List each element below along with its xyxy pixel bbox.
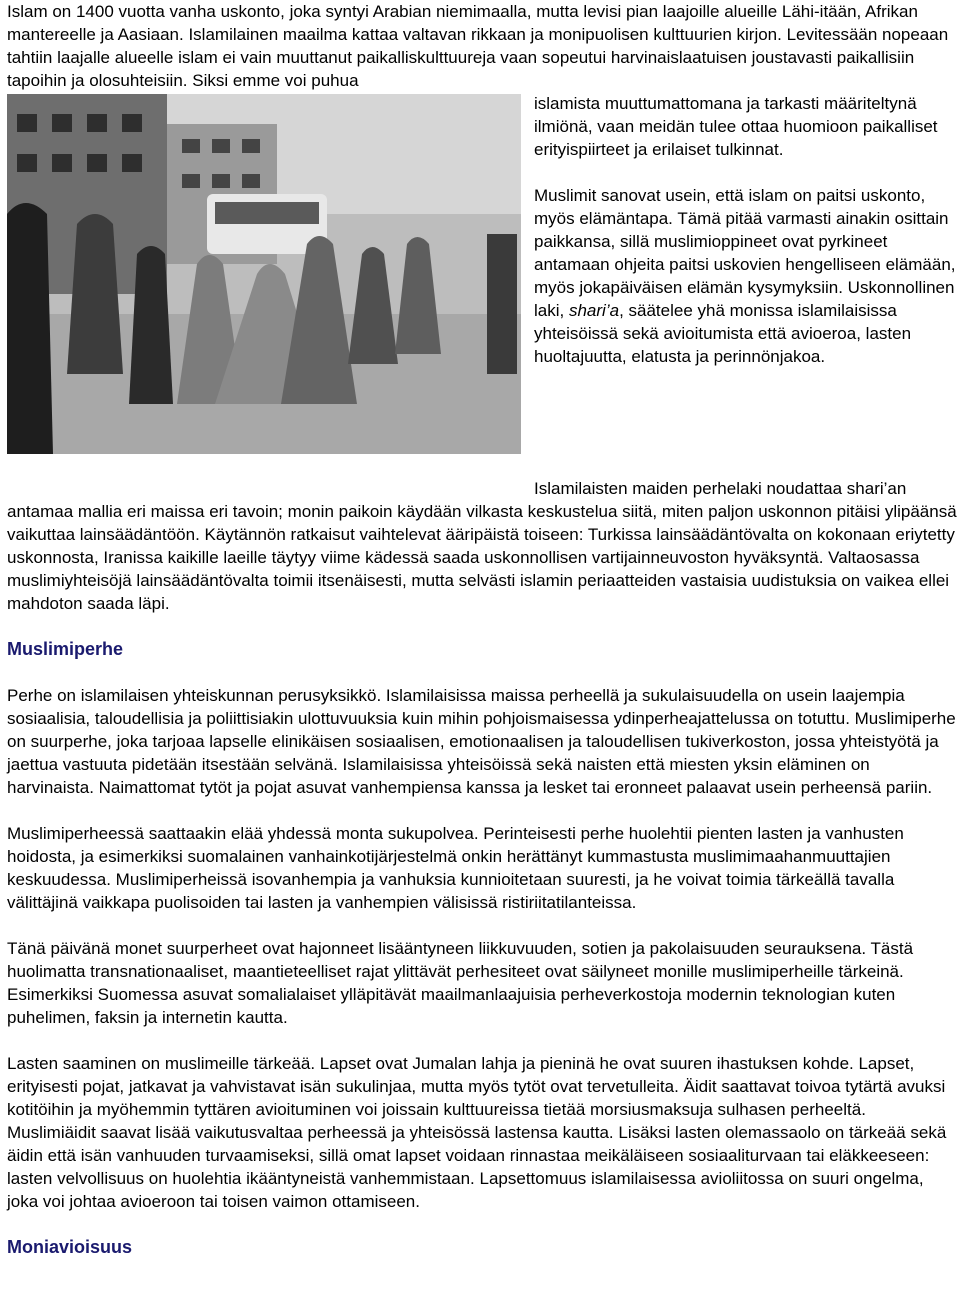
sidebar-paragraph-2 xyxy=(534,184,960,368)
section1-paragraph-2: Muslimiperheessä saattaakin elää yhdessä monta sukupolvea. Perinteisesti perhe huolehtii pienten lasten ja vanhusten hoidosta, ja esimerkiksi suomalainen vanhainkotijärjestelmä onkin herättänyt kummastusta muslimimaahanmuuttajien keskuudessa. Muslimiperheissä isovanhempia ja vanhuksia kunnioitetaan suuresti, ja he voivat toimia tärkeällä tavalla välittäjinä vaikkapa puolisoiden tai lasten ja vanhempien välisissä ristiriitatilanteissa. xyxy=(7,824,904,912)
family-law-paragraph: Islamilaisten maiden perhelaki noudattaa shari’an antamaa mallia eri maissa eri tavoin; monin paikoin käydään vilkasta keskustelua siitä, miten paljon uskonnon pitäisi ylipäänsä vaikuttaa lainsäädäntöön. Käytännön ratkaisut vaihtelevat ääripäistä toiseen: Turkissa lainsäädäntövalta on kokonaan eriytetty uskonnosta, Iranissa kaikille laeille täytyy viime kädessä saada uskonnollisen vartijainneuvoston hyväksyntä. Valtaosassa muslimiyhteisöjä lainsäädäntövalta toimii itsenäisesti, mutta selvästi islamin periaatteiden vastaisia uudistuksia on vaikea ellei mahdoton saada läpi. xyxy=(7,479,957,613)
sidebar-paragraph-2-part-1: Muslimit sanovat usein, että islam on paitsi uskonto, myös elämäntapa. Tämä pitää varmasti ainakin osittain paikkansa, sillä muslimioppineet ovat pyrkineet antamaan ohjeita paitsi uskovien hengelliseen elämään, myös jokapäiväisen elämän kysymyksiin. Uskonnollinen laki, xyxy=(534,186,956,320)
intro-paragraph: Islam on 1400 vuotta vanha uskonto, joka syntyi Arabian niemimaalla, mutta levisi pian laajoille alueille Lähi-itään, Afrikan mantereelle ja Aasiaan. Islamilainen maailma kattaa valtavan rikkaan ja monipuolisen kulttuurien kirjon. Levitessään nopeaan tahtiin laajalle alueelle islam ei vain muuttanut paikalliskulttuureja vaan sopeutui harvinaislaatuisen joustavasti paikallisiin tapoihin ja olosuhteisiin. Siksi emme voi puhua xyxy=(7,2,949,90)
photo-with-sidebar-text xyxy=(7,92,957,454)
document-page xyxy=(7,0,957,1259)
sidebar-text xyxy=(534,92,960,368)
section-heading-muslimiperhe: Muslimiperhe xyxy=(7,639,124,659)
sidebar-paragraph-2-part-2: , säätelee yhä monissa islamilaisissa yhteisöissä sekä avioitumista että avioeroa, lasten huoltajuutta, elatusta ja perinnönjakoa. xyxy=(534,301,912,366)
sharia-term: shari’a xyxy=(568,301,620,320)
section1-paragraph-4: Lasten saaminen on muslimeille tärkeää. Lapset ovat Jumalan lahja ja pieninä he ovat suuren ihastuksen kohde. Lapset, erityisesti pojat, jatkavat ja vahvistavat isän sukulinjaa, mutta myös tytöt ovat tervetulleita. Äidit saattavat toivoa tytärtä avuksi kotitöihin ja myöhemmin tyttären avioituminen voi joissain kulttuureissa tietää morsiusmaksuja sulhasen perheeltä. Muslimiäidit saavat lisää vaikutusvaltaa perheessä ja yhteisössä lastensa kautta. Lisäksi lasten olemassaolo on tärkeää sekä äidin että isän vanhuuden turvaamiseksi, sillä omat lapset voidaan rinnastaa meikäläiseen sosiaaliturvaan tai eläkkeeseen: lasten velvollisuus on huolehtia ikääntyneistä vanhemmistaan. Lapsettomuus islamilaisessa avioliitossa on suuri ongelma, joka voi johtaa avioeroon tai toisen vaimon ottamiseen. xyxy=(7,1054,947,1211)
sidebar-paragraph-1: islamista muuttumattomana ja tarkasti määriteltynä ilmiönä, vaan meidän tulee ottaa huomioon paikalliset erityispiirteet ja erilaiset tulkinnat. xyxy=(534,94,938,159)
section1-paragraph-1: Perhe on islamilaisen yhteiskunnan perusyksikkö. Islamilaisissa maissa perheellä ja sukulaisuudella on usein laajempia sosiaalisia, taloudellisia ja poliittisiakin ulottuvuuksia kuin mihin pohjoismaisessa ydinperheajattelussa on totuttu. Muslimiperhe on suurperhe, joka tarjoaa lapselle elinikäisen sosiaalisen, emotionaalisen ja taloudellisen tukiverkoston, jossa yhteistyötä ja jaettua vastuuta pidetään itsestään selvänä. Islamilaisissa yhteisöissä sekä naisten että miesten yksin eläminen on harvinaista. Naimattomat tytöt ja pojat asuvat vanhempiensa kanssa ja lesket tai eronneet palaavat usein perheensä pariin. xyxy=(7,686,956,797)
section1-paragraph-3: Tänä päivänä monet suurperheet ovat hajonneet lisääntyneen liikkuvuuden, sotien ja pakolaisuuden seurauksena. Tästä huolimatta transnationaaliset, maantieteelliset rajat ylittävät perhesiteet ovat säilyneet monille muslimiperheille tärkeinä. Esimerkiksi Suomessa asuvat somalialaiset ylläpitävät maailmanlaajuisia perheverkostoja modernin teknologian kuten puhelimen, faksin ja internetin kautta. xyxy=(7,939,914,1027)
street-photo xyxy=(7,94,521,454)
section-heading-moniavioisuus: Moniavioisuus xyxy=(7,1237,133,1257)
